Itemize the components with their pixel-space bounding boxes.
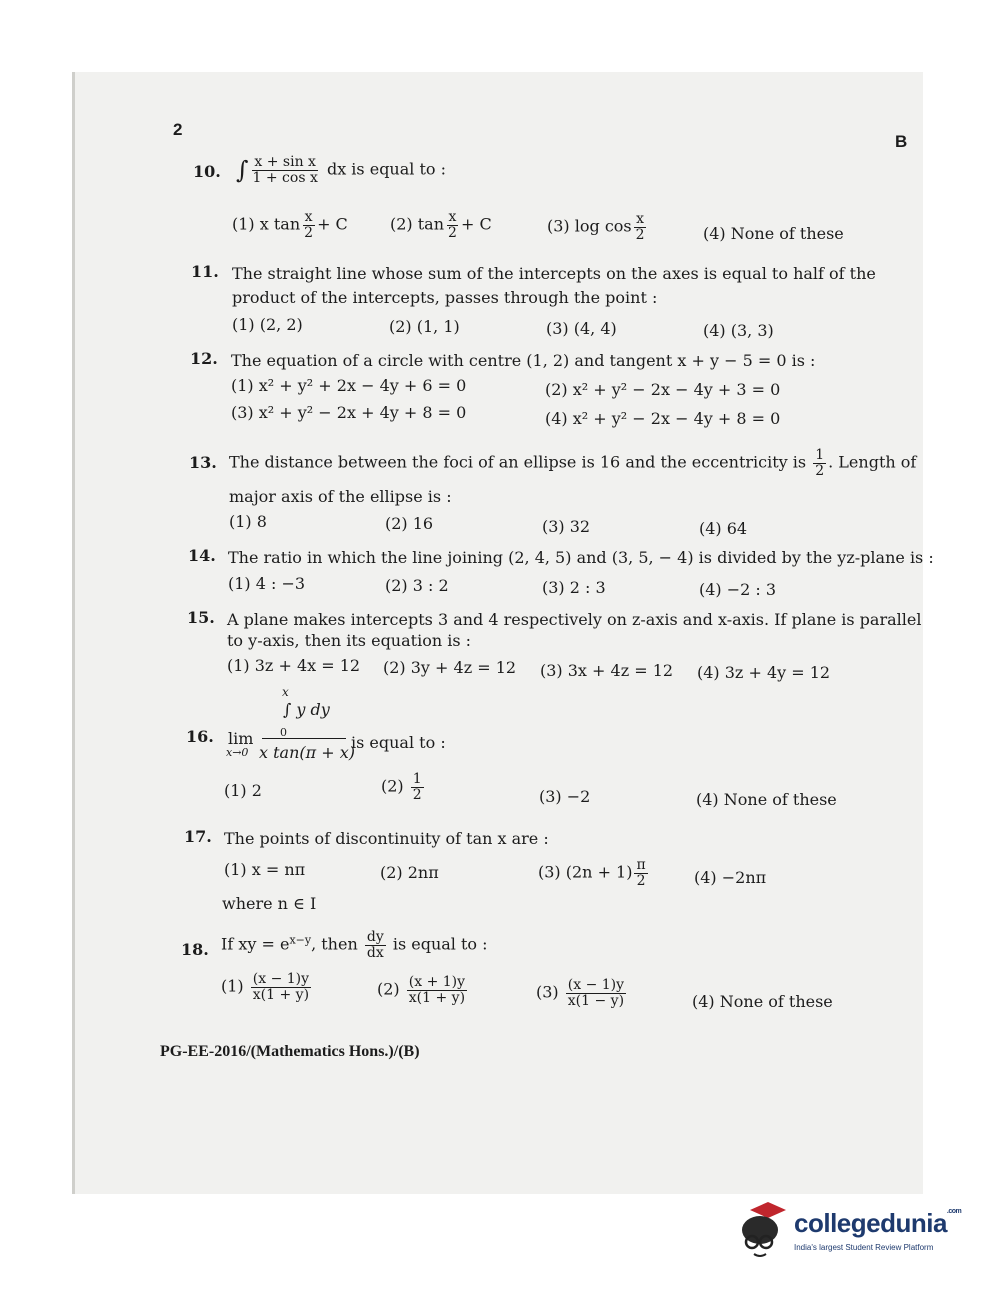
option-1: (1) $\frac{(x - 1)y}{x(1 + y)}$ (221, 971, 310, 1003)
option-3: (3) 3x + 4z = 12 (540, 661, 674, 680)
option-4: (4) None of these (703, 224, 844, 243)
option-4: (4) None of these (692, 992, 833, 1011)
limit-subscript: x→0 (226, 746, 249, 759)
collegedunia-logo[interactable] (736, 1198, 966, 1268)
option-2: (2) 16 (385, 514, 434, 533)
question-13-line1: The distance between the foci of an ellipse is 16 and the eccentricity is $\frac{1}{2}$ . Length of (229, 447, 917, 479)
option-3: (3) log cos $\frac{x}{2}$ (547, 211, 645, 243)
option-4: (4) x² + y² − 2x − 4y + 8 = 0 (545, 409, 781, 428)
option-1: (1) (2, 2) (232, 315, 303, 334)
option-3: (3) −2 (539, 787, 591, 806)
question-number: 17. (184, 827, 212, 846)
option-2: (2) $\frac{(x + 1)y}{x(1 + y)}$ (377, 974, 466, 1006)
option-1: (1) 2 (224, 781, 262, 800)
integrand: ∫ y dy (283, 700, 330, 719)
question-14-stem: The ratio in which the line joining (2, 4, 5) and (3, 5, − 4) is divided by the yz-plane is : (228, 548, 934, 567)
option-3: (3) 2 : 3 (542, 578, 606, 597)
option-1: (1) 4 : −3 (228, 574, 306, 593)
option-2: (2) 2nπ (380, 863, 439, 882)
question-number: 14. (188, 546, 216, 565)
question-11-line1: The straight line whose sum of the intercepts on the axes is equal to half of the (232, 264, 876, 283)
option-4: (4) 3z + 4y = 12 (697, 663, 831, 682)
question-number: 15. (187, 608, 215, 627)
question-number: 18. (181, 940, 209, 959)
question-10-stem: ∫ $\frac{\text{x + sin x}}{\text{1 + cos x}}$ dx is equal to : (236, 154, 447, 186)
question-11-line2: product of the intercepts, passes through the point : (232, 288, 658, 307)
question-16-stem: is equal to : (351, 733, 446, 752)
option-1: (1) 3z + 4x = 12 (227, 656, 361, 675)
question-number: 13. (189, 453, 217, 472)
option-1: (1) x = nπ (224, 860, 306, 879)
question-number: 12. (190, 349, 218, 368)
integral-upper-limit: x (282, 685, 289, 699)
option-1: (1) x² + y² + 2x − 4y + 6 = 0 (231, 376, 467, 395)
denominator: x tan(π + x) (259, 743, 355, 762)
page-number: 2 (173, 120, 183, 139)
option-2: (2) 3y + 4z = 12 (383, 658, 517, 677)
integral-lower-limit: 0 (280, 726, 287, 739)
option-2: (2) (1, 1) (389, 317, 460, 336)
option-1: (1) 8 (229, 512, 267, 531)
fraction-bar (262, 738, 346, 739)
option-3: (3) (4, 4) (546, 319, 617, 338)
option-4: (4) −2nπ (694, 868, 767, 887)
brand-tagline: India's largest Student Review Platform (794, 1243, 934, 1252)
option-4: (4) None of these (696, 790, 837, 809)
question-12-stem: The equation of a circle with centre (1, 2) and tangent x + y − 5 = 0 is : (231, 351, 816, 370)
option-3: (3) 32 (542, 517, 591, 536)
student-mascot-icon (736, 1198, 792, 1260)
option-4: (4) (3, 3) (703, 321, 774, 340)
option-3: (3) x² + y² − 2x + 4y + 8 = 0 (231, 403, 467, 422)
option-2: (2) x² + y² − 2x − 4y + 3 = 0 (545, 380, 781, 399)
option-4: (4) −2 : 3 (699, 580, 777, 599)
series-label: B (895, 132, 908, 151)
question-17-note: where n ∈ I (222, 894, 317, 913)
brand-name: collegedunia$^{.com}$ (794, 1208, 962, 1238)
option-1: (1) x tan $\frac{x}{2}$ + C (232, 209, 348, 241)
option-2: (2) $\frac{1}{2}$ (381, 771, 422, 803)
option-4: (4) 64 (699, 519, 748, 538)
question-number: 10. (193, 162, 221, 181)
question-17-stem: The points of discontinuity of tan x are : (224, 829, 549, 848)
option-3: (3) (2n + 1) $\frac{\pi}{2}$ (538, 857, 646, 889)
exam-code-footer: PG-EE-2016/(Mathematics Hons.)/(B) (160, 1043, 420, 1060)
question-15-line1: A plane makes intercepts 3 and 4 respectively on z-axis and x-axis. If plane is parallel (227, 610, 922, 629)
question-13-line2: major axis of the ellipse is : (229, 487, 452, 506)
question-15-line2: to y-axis, then its equation is : (227, 631, 472, 650)
question-number: 16. (186, 727, 214, 746)
limit-label: lim (228, 729, 254, 748)
option-2: (2) tan $\frac{x}{2}$ + C (390, 209, 492, 241)
option-3: (3) $\frac{(x - 1)y}{x(1 - y)}$ (536, 977, 625, 1009)
question-18-stem: If xy = $e^{x-y}$, then $\frac{dy}{dx}$ is equal to : (221, 929, 488, 961)
question-number: 11. (191, 262, 219, 281)
option-2: (2) 3 : 2 (385, 576, 449, 595)
